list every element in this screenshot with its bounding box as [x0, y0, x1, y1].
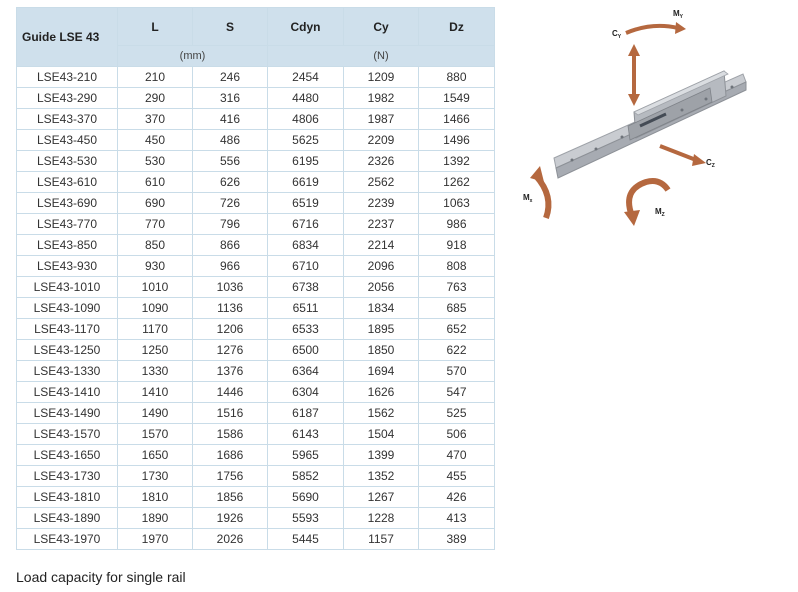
table-row [17, 151, 495, 172]
value-cell: 1504 [344, 424, 419, 445]
table-row [17, 361, 495, 382]
value-cell: 2026 [193, 529, 268, 550]
model-cell: LSE43-1570 [17, 424, 118, 445]
column-header-cy: Cy [344, 8, 419, 46]
value-cell: 652 [419, 319, 495, 340]
model-cell: LSE43-370 [17, 109, 118, 130]
value-cell: 416 [193, 109, 268, 130]
model-cell: LSE43-1650 [17, 445, 118, 466]
value-cell: 1090 [118, 298, 193, 319]
value-cell: 2096 [344, 256, 419, 277]
value-cell: 2214 [344, 235, 419, 256]
value-cell: 530 [118, 151, 193, 172]
model-cell: LSE43-1490 [17, 403, 118, 424]
value-cell: 389 [419, 529, 495, 550]
force-cz-arrow [660, 146, 696, 160]
table-row [17, 319, 495, 340]
model-cell: LSE43-1810 [17, 487, 118, 508]
value-cell: 622 [419, 340, 495, 361]
model-cell: LSE43-930 [17, 256, 118, 277]
table-row [17, 235, 495, 256]
table-row [17, 256, 495, 277]
table-row [17, 445, 495, 466]
value-cell: 986 [419, 214, 495, 235]
value-cell: 6511 [268, 298, 344, 319]
value-cell: 1490 [118, 403, 193, 424]
value-cell: 5445 [268, 529, 344, 550]
rail-load-diagram [510, 0, 798, 240]
value-cell: 1352 [344, 466, 419, 487]
value-cell: 1926 [193, 508, 268, 529]
value-cell: 1170 [118, 319, 193, 340]
value-cell: 6187 [268, 403, 344, 424]
value-cell: 796 [193, 214, 268, 235]
label-mz: $M_Z$ [655, 207, 665, 218]
model-cell: LSE43-1970 [17, 529, 118, 550]
value-cell: 626 [193, 172, 268, 193]
value-cell: 5625 [268, 130, 344, 151]
value-cell: 5690 [268, 487, 344, 508]
value-cell: 6710 [268, 256, 344, 277]
model-cell: LSE43-530 [17, 151, 118, 172]
value-cell: 450 [118, 130, 193, 151]
value-cell: 1626 [344, 382, 419, 403]
value-cell: 2209 [344, 130, 419, 151]
value-cell: 1856 [193, 487, 268, 508]
value-cell: 2454 [268, 67, 344, 88]
value-cell: 1756 [193, 466, 268, 487]
value-cell: 1562 [344, 403, 419, 424]
value-cell: 6195 [268, 151, 344, 172]
column-header-cdyn: Cdyn [268, 8, 344, 46]
table-row [17, 214, 495, 235]
rail-illustration [554, 71, 746, 178]
value-cell: 1392 [419, 151, 495, 172]
model-cell: LSE43-1250 [17, 340, 118, 361]
value-cell: 880 [419, 67, 495, 88]
value-cell: 6143 [268, 424, 344, 445]
label-my: $M_Y$ [673, 9, 684, 20]
value-cell: 850 [118, 235, 193, 256]
value-cell: 5852 [268, 466, 344, 487]
value-cell: 525 [419, 403, 495, 424]
model-cell: LSE43-210 [17, 67, 118, 88]
model-cell: LSE43-610 [17, 172, 118, 193]
value-cell: 210 [118, 67, 193, 88]
value-cell: 6519 [268, 193, 344, 214]
table-row [17, 109, 495, 130]
value-cell: 1586 [193, 424, 268, 445]
value-cell: 246 [193, 67, 268, 88]
value-cell: 1730 [118, 466, 193, 487]
table-caption: Load capacity for single rail [16, 569, 186, 585]
value-cell: 290 [118, 88, 193, 109]
value-cell: 5965 [268, 445, 344, 466]
value-cell: 1895 [344, 319, 419, 340]
table-row [17, 172, 495, 193]
label-mx: $M_x$ [523, 193, 533, 204]
value-cell: 1330 [118, 361, 193, 382]
value-cell: 1267 [344, 487, 419, 508]
value-cell: 2239 [344, 193, 419, 214]
value-cell: 426 [419, 487, 495, 508]
model-cell: LSE43-770 [17, 214, 118, 235]
value-cell: 6619 [268, 172, 344, 193]
table-row [17, 298, 495, 319]
moment-my-arrow [626, 26, 678, 33]
value-cell: 1496 [419, 130, 495, 151]
model-cell: LSE43-1410 [17, 382, 118, 403]
model-cell: LSE43-850 [17, 235, 118, 256]
value-cell: 1982 [344, 88, 419, 109]
model-cell: LSE43-1890 [17, 508, 118, 529]
value-cell: 1228 [344, 508, 419, 529]
value-cell: 6738 [268, 277, 344, 298]
column-header-s: S [193, 8, 268, 46]
value-cell: 6533 [268, 319, 344, 340]
table-row [17, 193, 495, 214]
value-cell: 1209 [344, 67, 419, 88]
table-row [17, 403, 495, 424]
label-cz: $C_Z$ [706, 158, 715, 169]
value-cell: 6834 [268, 235, 344, 256]
value-cell: 1810 [118, 487, 193, 508]
value-cell: 1549 [419, 88, 495, 109]
table-row [17, 424, 495, 445]
value-cell: 1036 [193, 277, 268, 298]
table-row [17, 67, 495, 88]
table-row [17, 88, 495, 109]
value-cell: 547 [419, 382, 495, 403]
model-cell: LSE43-1090 [17, 298, 118, 319]
table-row [17, 508, 495, 529]
value-cell: 6364 [268, 361, 344, 382]
value-cell: 610 [118, 172, 193, 193]
label-cy: $C_Y$ [612, 29, 622, 40]
value-cell: 1276 [193, 340, 268, 361]
model-cell: LSE43-690 [17, 193, 118, 214]
table-row [17, 529, 495, 550]
model-cell: LSE43-290 [17, 88, 118, 109]
value-cell: 556 [193, 151, 268, 172]
value-cell: 1516 [193, 403, 268, 424]
value-cell: 690 [118, 193, 193, 214]
unit-mm: (mm) [118, 46, 268, 67]
value-cell: 4806 [268, 109, 344, 130]
table-row [17, 130, 495, 151]
model-cell: LSE43-1170 [17, 319, 118, 340]
value-cell: 930 [118, 256, 193, 277]
value-cell: 1446 [193, 382, 268, 403]
column-header-l: L [118, 8, 193, 46]
value-cell: 486 [193, 130, 268, 151]
value-cell: 1987 [344, 109, 419, 130]
value-cell: 1570 [118, 424, 193, 445]
value-cell: 570 [419, 361, 495, 382]
value-cell: 918 [419, 235, 495, 256]
model-cell: LSE43-1330 [17, 361, 118, 382]
value-cell: 455 [419, 466, 495, 487]
value-cell: 1834 [344, 298, 419, 319]
value-cell: 1063 [419, 193, 495, 214]
table-row [17, 382, 495, 403]
value-cell: 770 [118, 214, 193, 235]
value-cell: 1262 [419, 172, 495, 193]
value-cell: 1157 [344, 529, 419, 550]
value-cell: 1650 [118, 445, 193, 466]
value-cell: 726 [193, 193, 268, 214]
value-cell: 2237 [344, 214, 419, 235]
value-cell: 470 [419, 445, 495, 466]
column-header-dz: Dz [419, 8, 495, 46]
value-cell: 413 [419, 508, 495, 529]
value-cell: 1890 [118, 508, 193, 529]
moment-mx-arrow [536, 176, 548, 218]
table-header-row [17, 8, 495, 46]
value-cell: 316 [193, 88, 268, 109]
model-cell: LSE43-450 [17, 130, 118, 151]
value-cell: 506 [419, 424, 495, 445]
value-cell: 1686 [193, 445, 268, 466]
value-cell: 1399 [344, 445, 419, 466]
value-cell: 2056 [344, 277, 419, 298]
guide-title-header: Guide LSE 43 [17, 8, 118, 67]
value-cell: 4480 [268, 88, 344, 109]
value-cell: 1694 [344, 361, 419, 382]
table-row [17, 340, 495, 361]
value-cell: 1206 [193, 319, 268, 340]
value-cell: 685 [419, 298, 495, 319]
value-cell: 1376 [193, 361, 268, 382]
value-cell: 6716 [268, 214, 344, 235]
value-cell: 1410 [118, 382, 193, 403]
value-cell: 763 [419, 277, 495, 298]
value-cell: 370 [118, 109, 193, 130]
load-capacity-table [16, 7, 495, 550]
value-cell: 966 [193, 256, 268, 277]
value-cell: 866 [193, 235, 268, 256]
value-cell: 1136 [193, 298, 268, 319]
table-row [17, 487, 495, 508]
table-body [17, 67, 495, 550]
value-cell: 6304 [268, 382, 344, 403]
model-cell: LSE43-1730 [17, 466, 118, 487]
value-cell: 5593 [268, 508, 344, 529]
model-cell: LSE43-1010 [17, 277, 118, 298]
table-row [17, 466, 495, 487]
unit-n: (N) [268, 46, 495, 67]
value-cell: 808 [419, 256, 495, 277]
value-cell: 1970 [118, 529, 193, 550]
value-cell: 1466 [419, 109, 495, 130]
value-cell: 6500 [268, 340, 344, 361]
value-cell: 2326 [344, 151, 419, 172]
value-cell: 1250 [118, 340, 193, 361]
table-row [17, 277, 495, 298]
value-cell: 1850 [344, 340, 419, 361]
value-cell: 2562 [344, 172, 419, 193]
value-cell: 1010 [118, 277, 193, 298]
